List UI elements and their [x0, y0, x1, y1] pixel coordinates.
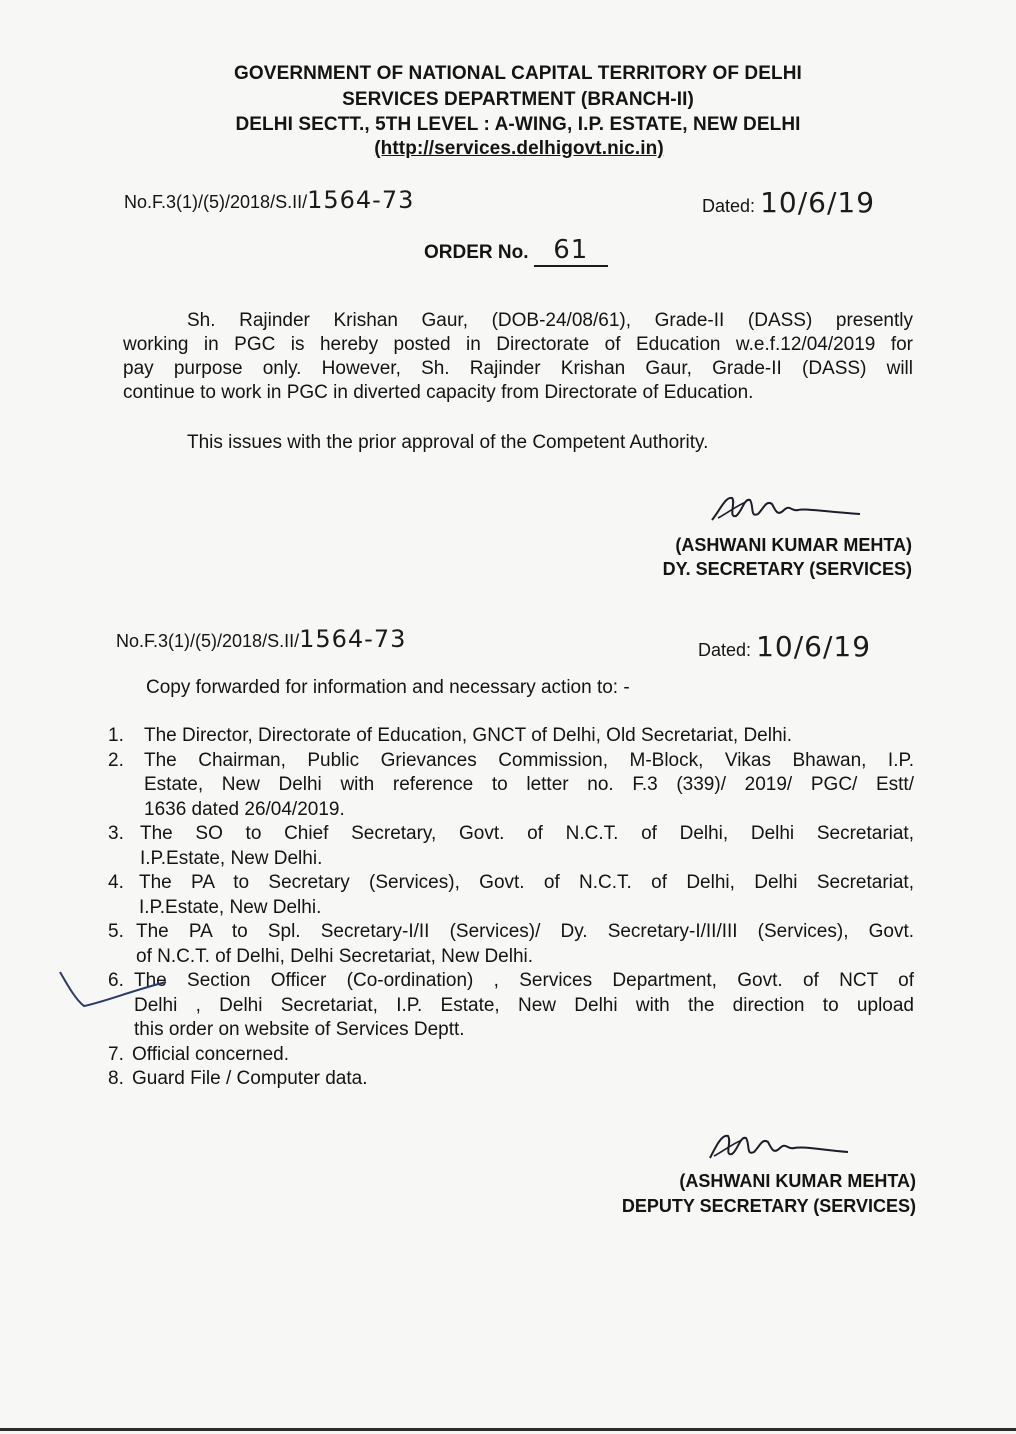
- list-item-line: Estate, New Delhi with reference to letter no. F.3 (339)/ 2019/ PGC/ Estt/: [144, 774, 914, 795]
- order-date-handwritten: 10/6/19: [760, 186, 876, 219]
- list-item-line: The SO to Chief Secretary, Govt. of N.C.T. of Delhi, Delhi Secretariat,: [140, 823, 914, 844]
- order-number-line: [534, 235, 608, 267]
- order-date: [702, 186, 875, 219]
- order-file-number-printed: No.F.3(1)/(5)/2018/S.II/: [124, 192, 308, 212]
- list-item-line: Guard File / Computer data.: [132, 1068, 368, 1089]
- signatory-1-name: (ASHWANI KUMAR MEHTA): [675, 535, 912, 555]
- list-item-line: I.P.Estate, New Delhi.: [140, 847, 323, 869]
- copy-date-label: Dated:: [698, 640, 752, 660]
- list-item: [108, 969, 914, 1043]
- copy-date: [698, 630, 871, 663]
- list-item-text: [136, 920, 914, 969]
- list-item-number: 7.: [108, 1043, 124, 1065]
- list-item-number: 4.: [108, 872, 124, 893]
- order-number-handwritten: 61: [553, 235, 589, 265]
- list-item-text: [132, 1043, 914, 1068]
- list-item: [108, 1043, 914, 1068]
- order-body-line: continue to work in PGC in diverted capacity from Directorate of Education.: [123, 382, 754, 403]
- list-item-number: 6.: [108, 970, 124, 991]
- list-item: [108, 749, 914, 823]
- copy-date-handwritten: 10/6/19: [756, 630, 872, 663]
- list-item-line: The Section Officer (Co-ordination) , Services Department, Govt. of NCT of: [134, 970, 914, 991]
- list-item-number: 1.: [108, 725, 124, 746]
- list-item-text: [144, 749, 914, 823]
- letterhead-address: DELHI SECTT., 5TH LEVEL : A-WING, I.P. ESTATE, NEW DELHI: [235, 114, 801, 135]
- list-item-line: Delhi , Delhi Secretariat, I.P. Estate, New Delhi with the direction to upload: [134, 994, 914, 1016]
- list-item-number: 8.: [108, 1068, 124, 1089]
- list-item-line: The Director, Directorate of Education, GNCT of Delhi, Old Secretariat, Delhi.: [144, 725, 793, 746]
- letterhead-url: (http://services.delhigovt.nic.in): [374, 138, 664, 159]
- signatory-2-title: DEPUTY SECRETARY (SERVICES): [621, 1196, 916, 1216]
- list-item-line: Official concerned.: [132, 1043, 290, 1065]
- list-item: [108, 1067, 914, 1092]
- list-item-text: [132, 1067, 914, 1092]
- list-item: [108, 920, 914, 969]
- order-body-line: Sh. Rajinder Krishan Gaur, (DOB-24/08/61), Grade-II (DASS) presently: [187, 310, 913, 331]
- list-item-number: 2.: [108, 749, 124, 771]
- signatory-2-name: (ASHWANI KUMAR MEHTA): [679, 1171, 916, 1191]
- letterhead-department: SERVICES DEPARTMENT (BRANCH-II): [342, 89, 694, 110]
- list-item-number: 3.: [108, 823, 124, 844]
- list-item: [108, 724, 914, 749]
- order-file-number-handwritten: 1564-73: [307, 186, 415, 214]
- recipient-list: [108, 724, 914, 1092]
- list-item-text: [134, 969, 914, 1043]
- list-item: [108, 822, 914, 871]
- list-item-line: The PA to Spl. Secretary-I/II (Services)/ Dy. Secretary-I/II/III (Services), Govt.: [136, 921, 914, 942]
- order-body-line: pay purpose only. However, Sh. Rajinder Krishan Gaur, Grade-II (DASS) will: [123, 358, 913, 379]
- list-item-line: 1636 dated 26/04/2019.: [144, 798, 345, 820]
- list-item: [108, 871, 914, 920]
- approval-statement: This issues with the prior approval of the Competent Authority.: [187, 432, 709, 453]
- list-item-text: [144, 724, 914, 749]
- list-item-number: 5.: [108, 921, 124, 942]
- list-item-line: I.P.Estate, New Delhi.: [139, 896, 322, 918]
- tick-mark-annotation: [54, 964, 174, 1014]
- copy-intro: Copy forwarded for information and necessary action to: -: [146, 677, 630, 698]
- list-item-text: [139, 871, 914, 920]
- copy-file-number-handwritten: 1564-73: [299, 625, 407, 653]
- order-date-label: Dated:: [702, 196, 756, 216]
- order-file-number: [124, 186, 414, 214]
- list-item-line: this order on website of Services Deptt.: [134, 1019, 465, 1040]
- order-number: [424, 235, 608, 267]
- list-item-line: of N.C.T. of Delhi, Delhi Secretariat, New Delhi.: [136, 945, 534, 967]
- list-item-line: The Chairman, Public Grievances Commission, M-Block, Vikas Bhawan, I.P.: [144, 749, 914, 771]
- letterhead-government: GOVERNMENT OF NATIONAL CAPITAL TERRITORY OF DELHI: [234, 63, 802, 84]
- signature-1: [706, 488, 866, 530]
- signature-2: [704, 1124, 854, 1168]
- copy-file-number-printed: No.F.3(1)/(5)/2018/S.II/: [116, 631, 300, 651]
- order-body-line: working in PGC is hereby posted in Directorate of Education w.e.f.12/04/2019 for: [123, 334, 913, 355]
- order-body: [123, 309, 913, 405]
- list-item-line: The PA to Secretary (Services), Govt. of N.C.T. of Delhi, Delhi Secretariat,: [139, 872, 914, 893]
- copy-file-number: [116, 625, 406, 653]
- order-number-label: ORDER No.: [424, 242, 529, 263]
- scan-edge-line: [0, 1428, 1016, 1431]
- signatory-1-title: DY. SECRETARY (SERVICES): [662, 559, 912, 579]
- list-item-text: [140, 822, 914, 871]
